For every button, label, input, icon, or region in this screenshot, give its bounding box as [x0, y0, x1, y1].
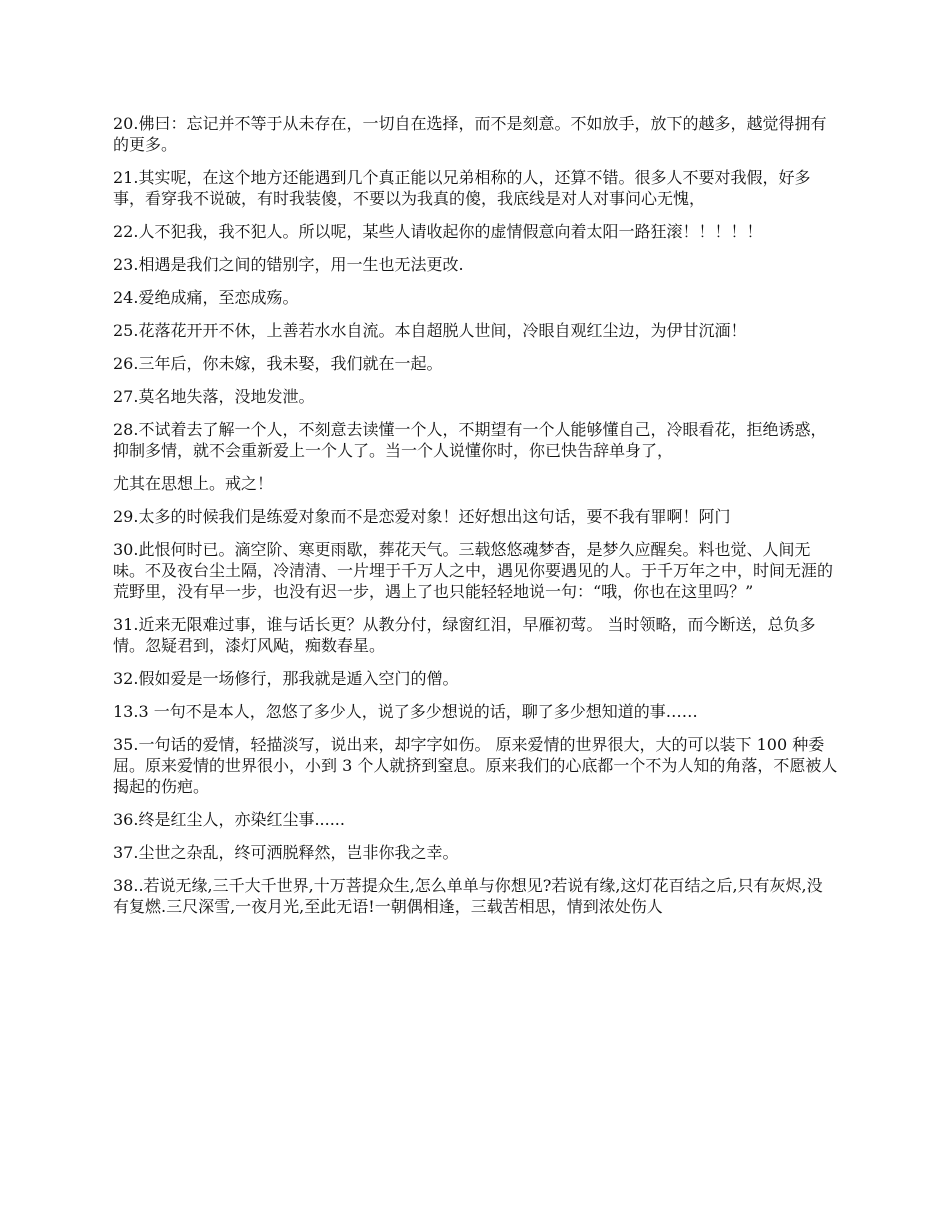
paragraph-30: 30.此恨何时已。滴空阶、寒更雨歇，葬花天气。三载悠悠魂梦杳，是梦久应醒矣。料也觉、人间无味。不及夜台尘土隔，冷清清、一片埋于千万人之中，遇见你要遇见的人。于千万年之中，时间无涯的荒野里，没有早一步，也没有迟一步，遇上了也只能轻轻地说一句：“哦，你也在这里吗？”: [113, 540, 834, 601]
paragraph-35: 35.一句话的爱情，轻描淡写，说出来，却字字如伤。 原来爱情的世界很大，大的可以装下 100 种委屈。原来爱情的世界很小，小到 3 个人就挤到窒息。原来我们的心底都一个不为人知的角落，不愿被人揭起的伤疤。: [113, 735, 838, 796]
paragraph-24: 24.爱绝成痛，至恋成殇。: [113, 288, 299, 307]
paragraph-32: 32.假如爱是一场修行，那我就是遁入空门的僧。: [113, 669, 459, 688]
paragraph-27: 27.莫名地失落，没地发泄。: [113, 387, 315, 406]
paragraph-38: 38..若说无缘,三千大千世界,十万菩提众生,怎么单单与你想见?若说有缘,这灯花百结之后,只有灰烬,没有复燃.三尺深雪,一夜月光,至此无语!一朝偶相逢，三载苦相思，情到浓处伤人: [113, 876, 823, 916]
paragraph-25: 25.花落花开开不休，上善若水水自流。本自超脱人世间，冷眼自观红尘边，为伊甘沉湎！: [113, 321, 747, 340]
paragraph-20: 20.佛曰：忘记并不等于从未存在，一切自在选择，而不是刻意。不如放手，放下的越多，越觉得拥有的更多。: [113, 114, 827, 154]
paragraph-36: 36.终是红尘人，亦染红尘事......: [113, 810, 345, 829]
paragraph-21: 21.其实呢，在这个地方还能遇到几个真正能以兄弟相称的人，还算不错。很多人不要对我假，好多事，看穿我不说破，有时我装傻，不要以为我真的傻，我底线是对人对事问心无愧，: [113, 168, 811, 208]
paragraph-31: 31.近来无限难过事，谁与话长更？从教分付，绿窗红泪，早雁初莺。 当时领略，而今断送，总负多情。忽疑君到，漆灯风飐，痴数春星。: [113, 615, 816, 655]
paragraph-26: 26.三年后，你未嫁，我未娶，我们就在一起。: [113, 354, 443, 373]
paragraph-29: 29.太多的时候我们是练爱对象而不是恋爱对象！还好想出这句话，要不我有罪啊！阿门: [113, 507, 731, 526]
paragraph-28-continued: 尤其在思想上。戒之！: [113, 474, 274, 493]
paragraph-22: 22.人不犯我，我不犯人。所以呢，某些人请收起你的虚情假意向着太阳一路狂滚！！！！！: [113, 222, 763, 241]
paragraph-13-3: 13.3 一句不是本人，忽悠了多少人，说了多少想说的话，聊了多少想知道的事……: [113, 702, 698, 721]
document-body: [113, 113, 838, 929]
paragraph-23: 23.相遇是我们之间的错别字，用一生也无法更改.: [113, 255, 464, 274]
paragraph-28: 28.不试着去了解一个人，不刻意去读懂一个人，不期望有一个人能够懂自己，冷眼看花，拒绝诱惑，抑制多情，就不会重新爱上一个人了。当一个人说懂你时，你已快告辞单身了，: [113, 420, 827, 460]
paragraph-37: 37.尘世之杂乱，终可洒脱释然，岂非你我之幸。: [113, 843, 459, 862]
